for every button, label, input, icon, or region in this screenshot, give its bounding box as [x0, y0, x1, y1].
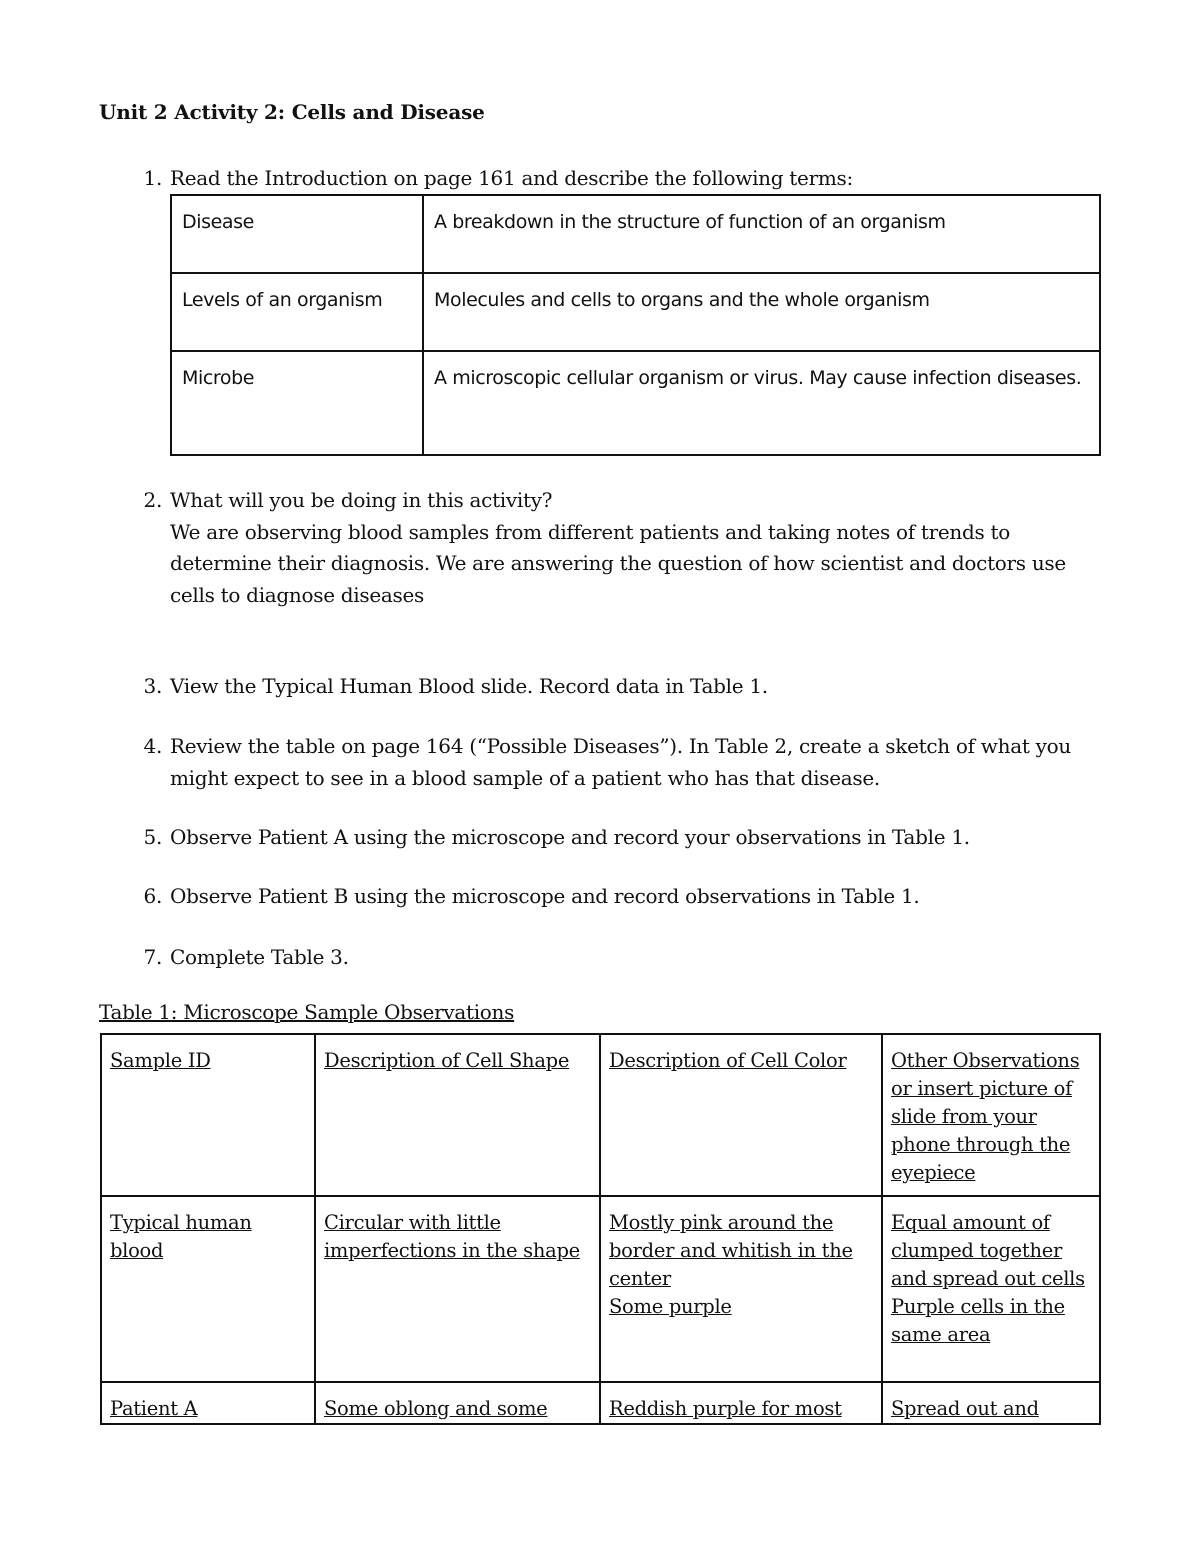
list-number: 5. [143, 825, 162, 849]
page-title: Unit 2 Activity 2: Cells and Disease [99, 100, 485, 124]
cell-shape-cell: Circular with little imperfections in the shape [315, 1196, 600, 1382]
table-row [171, 195, 1100, 273]
header-other-observations: Other Observations or insert picture of slide from your phone through the eyepiece [882, 1034, 1100, 1196]
table-row [101, 1196, 1100, 1382]
sample-id-cell: Patient A [101, 1382, 315, 1424]
table-row [171, 351, 1100, 455]
list-item-4 [143, 731, 1110, 794]
other-observations-cell: Spread out and [882, 1382, 1100, 1424]
list-item-6 [143, 881, 1110, 913]
list-item-7 [143, 942, 1110, 974]
other-observations-cell [882, 1196, 1100, 1382]
table-row [101, 1382, 1100, 1424]
table-header-row [101, 1034, 1100, 1196]
cell-color-cell [600, 1196, 882, 1382]
list-item-text: Complete Table 3. [170, 945, 349, 969]
list-number: 6. [143, 884, 162, 908]
list-number: 3. [143, 674, 162, 698]
list-item-5 [143, 822, 1110, 854]
list-number: 1. [143, 166, 162, 190]
definition-cell: A microscopic cellular organism or virus. May cause infection diseases. [423, 351, 1100, 455]
cell-color-text: Mostly pink around the border and whitish in the center [609, 1211, 853, 1290]
cell-shape-cell: Some oblong and some [315, 1382, 600, 1424]
term-cell: Disease [171, 195, 423, 273]
definition-cell: Molecules and cells to organs and the whole organism [423, 273, 1100, 351]
header-cell-shape: Description of Cell Shape [315, 1034, 600, 1196]
observations-table [100, 1033, 1101, 1425]
list-number: 4. [143, 734, 162, 758]
header-cell-color: Description of Cell Color [600, 1034, 882, 1196]
list-item-text: Review the table on page 164 (“Possible Diseases”). In Table 2, create a sketch of what you might expect to see in a blood sample of a patient who has that disease. [170, 734, 1071, 790]
list-item-text: What will you be doing in this activity? [170, 488, 553, 512]
table-row [171, 273, 1100, 351]
other-observations-extra: Purple cells in the same area [891, 1295, 1065, 1346]
list-number: 7. [143, 945, 162, 969]
definition-cell: A breakdown in the structure of function of an organism [423, 195, 1100, 273]
list-item-text: View the Typical Human Blood slide. Record data in Table 1. [170, 674, 768, 698]
term-cell: Levels of an organism [171, 273, 423, 351]
list-item-text: Read the Introduction on page 161 and describe the following terms: [170, 166, 853, 190]
list-item-text: Observe Patient B using the microscope and record observations in Table 1. [170, 884, 920, 908]
header-sample-id: Sample ID [101, 1034, 315, 1196]
table1-caption: Table 1: Microscope Sample Observations [99, 1000, 515, 1024]
list-item-text: Observe Patient A using the microscope and record your observations in Table 1. [170, 825, 970, 849]
cell-color-cell: Reddish purple for most [600, 1382, 882, 1424]
answer-text: We are observing blood samples from different patients and taking notes of trends to determine their diagnosis. We are answering the question of how scientist and doctors use cells to diagnose diseases [170, 519, 1066, 607]
other-observations-text: Equal amount of clumped together and spread out cells [891, 1211, 1085, 1290]
cell-color-extra: Some purple [609, 1295, 732, 1318]
list-number: 2. [143, 488, 162, 512]
terms-table [170, 194, 1101, 456]
list-item-3 [143, 671, 1110, 703]
term-cell: Microbe [171, 351, 423, 455]
list-item-2 [143, 485, 1110, 611]
list-item-1 [143, 163, 1110, 195]
sample-id-cell: Typical human blood [101, 1196, 315, 1382]
